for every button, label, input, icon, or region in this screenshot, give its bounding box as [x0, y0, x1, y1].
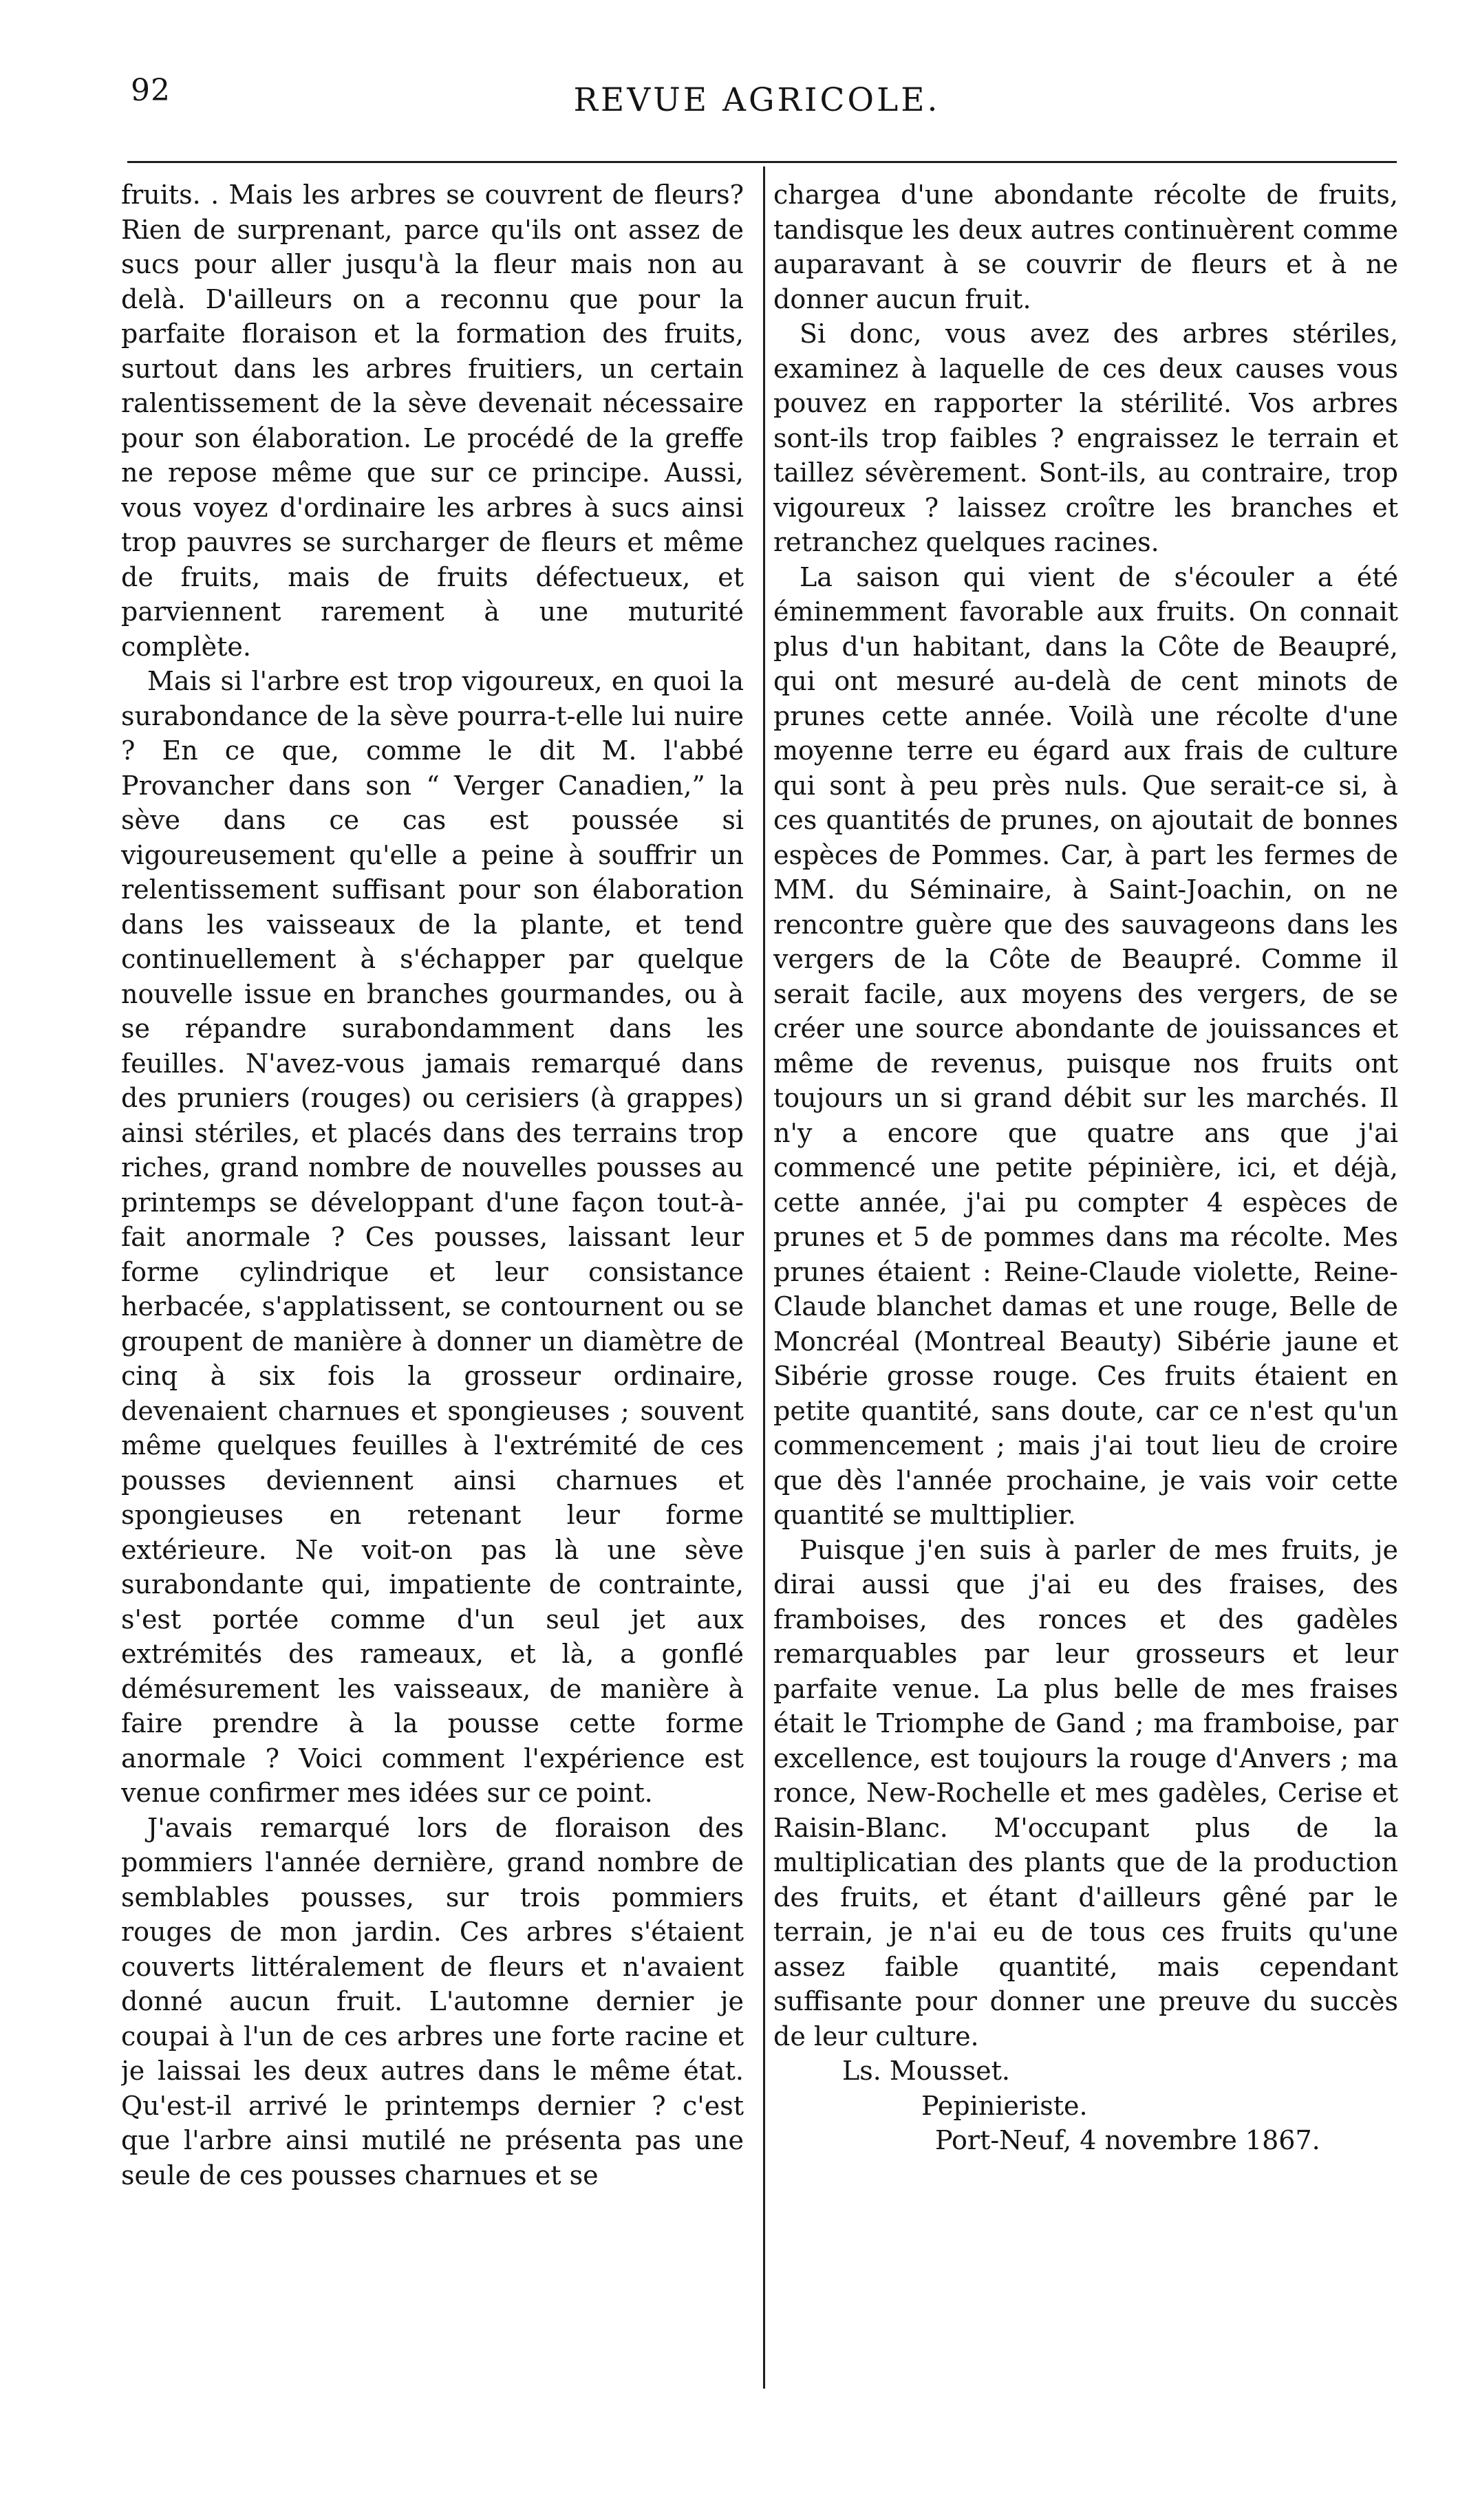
column-divider	[763, 166, 765, 2389]
left-column	[121, 177, 744, 2448]
running-title: REVUE AGRICOLE.	[573, 81, 941, 119]
paragraph: Mais si l'arbre est trop vigoureux, en quoi la surabondance de la sève pourra-t-elle lui nuire ? En ce que, comme le dit M. l'abbé Provancher dans son “ Verger Canadien,” la sève dans ce cas est poussée si vigoureusement qu'elle a peine à souffrir un relentissement suffisant pour son élaboration dans les vaisseaux de la plante, et tend continuellement à s'échapper par quelque nouvelle issue en branches gourmandes, ou à se répandre surabondamment dans les feuilles. N'avez-vous jamais remarqué dans des pruniers (rouges) ou cerisiers (à grappes) ainsi stériles, et placés dans des terrains trop riches, grand nombre de nouvelles pousses au printemps se développant d'une façon tout-à-fait anormale ? Ces pousses, laissant leur forme cylindrique et leur consistance herbacée, s'applatissent, se contournent ou se groupent de manière à donner un diamètre de cinq à six fois la grosseur ordinaire, devenaient charnues et spongieuses ; souvent même quelques feuilles à l'extrémité de ces pousses deviennent ainsi charnues et spongieuses en retenant leur forme extérieure. Ne voit-on pas là une sève surabondante qui, impatiente de contrainte, s'est portée comme d'un seul jet aux extrémités des rameaux, et là, a gonflé démésurement les vaisseaux, de manière à faire prendre à la pousse cette forme anormale ? Voici comment l'expérience est venue confirmer mes idées sur ce point.	[121, 666, 744, 1808]
paragraph: J'avais remarqué lors de floraison des pommiers l'année dernière, grand nombre de semblables pousses, sur trois pommiers rouges de mon jardin. Ces arbres s'étaient couverts littéralement de fleurs et n'avaient donné aucun fruit. L'automne dernier je coupai à l'un de ces arbres une forte racine et je laissai les deux autres dans le même état. Qu'est-il arrivé le printemps dernier ? c'est que l'arbre ainsi mutilé ne présenta pas une seule de ces pousses charnues et se	[121, 1812, 744, 2190]
page-number: 92	[131, 73, 171, 108]
paragraph: La saison qui vient de s'écouler a été éminemment favorable aux fruits. On connait plus d'un habitant, dans la Côte de Beaupré, qui ont mesuré au-delà de cent minots de prunes cette année. Voilà une récolte d'une moyenne terre eu égard aux frais de culture qui sont à peu près nuls. Que serait-ce si, à ces quantités de prunes, on ajoutait de bonnes espèces de Pommes. Car, à part les fermes de MM. du Séminaire, à Saint-Joachin, on ne rencontre guère que des sauvageons dans les vergers de la Côte de Beaupré. Comme il serait facile, aux moyens des vergers, de se créer une source abondante de jouissances et même de revenus, puisque nos fruits ont toujours un si grand débit sur les marchés. Il n'y a encore que quatre ans que j'ai commencé une petite pépinière, ici, et déjà, cette année, j'ai pu compter 4 espèces de prunes et 5 de pommes dans ma récolte. Mes prunes étaient : Reine-Claude violette, Reine-Claude blanchet damas et une rouge, Belle de Moncréal (Montreal Beauty) Sibérie jaune et Sibérie grosse rouge. Ces fruits étaient en petite quantité, sans doute, car ce n'est qu'un commencement ; mais j'ai tout lieu de croire que dès l'année prochaine, je vais voir cette quantité se multtiplier.	[773, 561, 1398, 1530]
paragraph: Si donc, vous avez des arbres stériles, examinez à laquelle de ces deux causes vous pouvez en rapporter la stérilité. Vos arbres sont-ils trop faibles ? engraissez le terrain et taillez sévèrement. Sont-ils, au contraire, trop vigoureux ? laissez croître les branches et retranchez quelques racines.	[773, 319, 1398, 557]
signature-name: Ls. Mousset.	[842, 2056, 1010, 2086]
paragraph: Puisque j'en suis à parler de mes fruits, je dirai aussi que j'ai eu des fraises, des framboises, des ronces et des gadèles remarquables par leur grosseurs et leur parfaite venue. La plus belle de mes fraises était le Triomphe de Gand ; ma framboise, par excellence, est toujours la rouge d'Anvers ; ma ronce, New-Rochelle et mes gadèles, Cerise et Raisin-Blanc. M'occupant plus de la multiplicatian des plants que de la production des fruits, et étant d'ailleurs gêné par le terrain, je n'ai eu de tous ces fruits qu'une assez faible quantité, mais cependant suffisante pour donner une preuve du succès de leur culture.	[773, 1534, 1398, 2051]
paragraph: fruits. . Mais les arbres se couvrent de fleurs? Rien de surprenant, parce qu'ils ont assez de sucs pour aller jusqu'à la fleur mais non au delà. D'ailleurs on a reconnu que pour la parfaite floraison et la formation des fruits, surtout dans les arbres fruitiers, un certain ralentissement de la sève devenait nécessaire pour son élaboration. Le procédé de la greffe ne repose même que sur ce principe. Aussi, vous voyez d'ordinaire les arbres à sucs ainsi trop pauvres se surcharger de fleurs et même de fruits, mais de fruits défectueux, et parviennent rarement à une muturité complète.	[121, 180, 744, 662]
right-column	[773, 177, 1398, 2448]
paragraph: chargea d'une abondante récolte de fruits, tandisque les deux autres continuèrent comme auparavant à se couvrir de fleurs et à ne donner aucun fruit.	[773, 180, 1398, 314]
signature-place-date: Port-Neuf, 4 novembre 1867.	[935, 2125, 1320, 2155]
header-rule	[127, 161, 1397, 163]
signature-title: Pepinieriste.	[921, 2090, 1088, 2121]
